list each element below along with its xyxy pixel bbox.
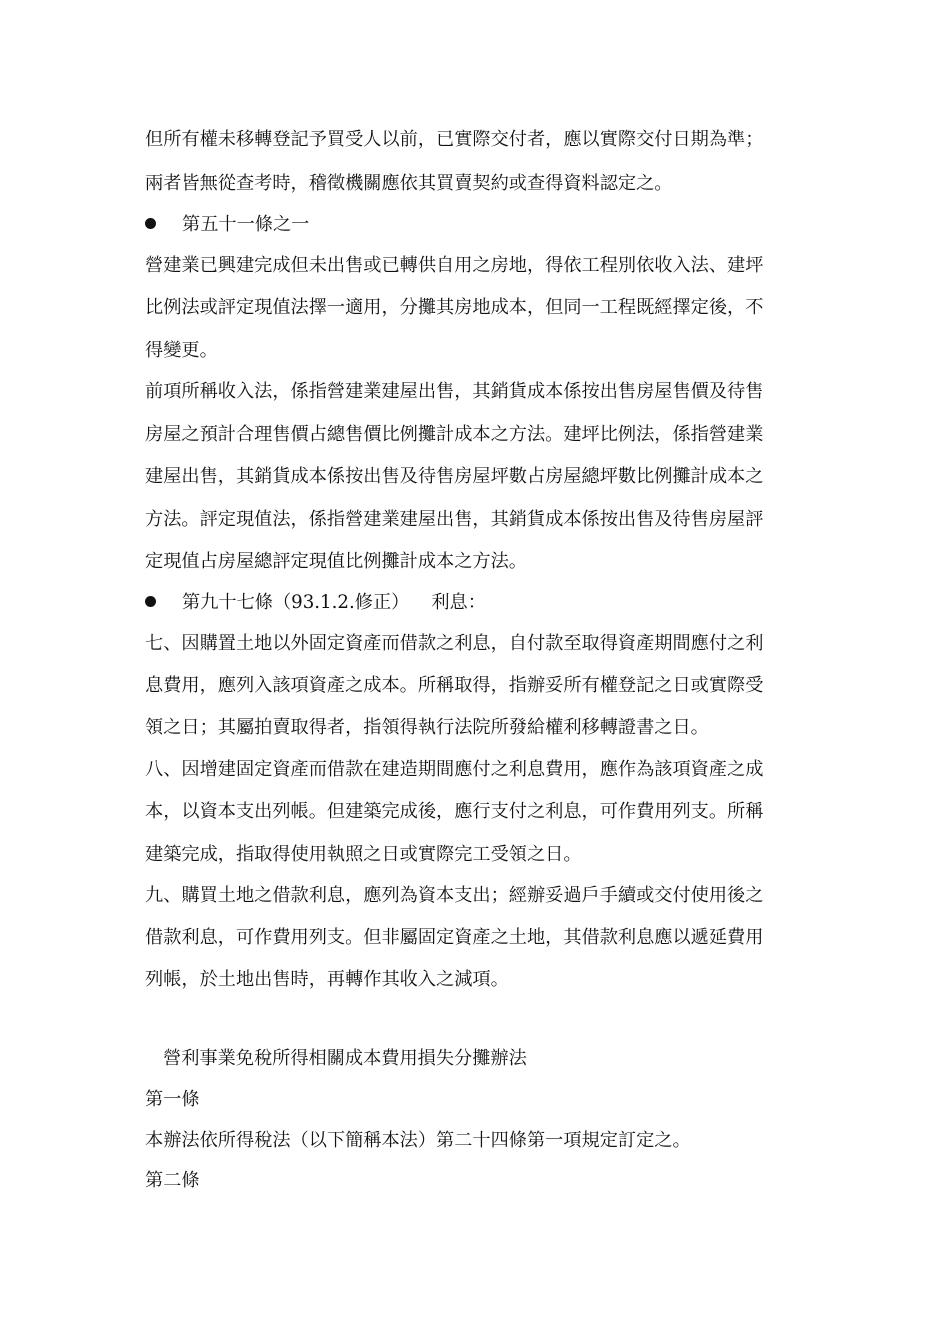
article-title: 第五十一條之一 xyxy=(182,214,310,235)
paragraph-line: 列帳，於土地出售時，再轉作其收入之減項。 xyxy=(145,969,509,990)
paragraph-line: 營建業已興建完成但未出售或已轉供自用之房地，得依工程別依收入法、建坪 xyxy=(145,255,764,276)
article-heading-51-1 xyxy=(145,213,309,237)
bullet-icon xyxy=(145,596,156,607)
paragraph-line: 九、購買土地之借款利息，應列為資本支出；經辦妥過戶手續或交付使用後之 xyxy=(145,885,764,906)
paragraph-line: 兩者皆無從查考時，稽徵機關應依其買賣契約或查得資料認定之。 xyxy=(145,173,673,194)
article-label: 第一條 xyxy=(145,1089,200,1110)
paragraph-line: 房屋之預計合理售價占總售價比例攤計成本之方法。建坪比例法，係指營建業 xyxy=(145,424,764,445)
paragraph-line: 本，以資本支出列帳。但建築完成後，應行支付之利息，可作費用列支。所稱 xyxy=(145,801,764,822)
article-label: 第二條 xyxy=(145,1170,200,1191)
regulation-title: 營利事業免稅所得相關成本費用損失分攤辦法 xyxy=(163,1048,527,1069)
paragraph-line: 八、因增建固定資產而借款在建造期間應付之利息費用，應作為該項資產之成 xyxy=(145,759,764,780)
paragraph-line: 本辦法依所得稅法（以下簡稱本法）第二十四條第一項規定訂定之。 xyxy=(145,1130,691,1151)
paragraph-line: 借款利息，可作費用列支。但非屬固定資產之土地，其借款利息應以遞延費用 xyxy=(145,927,764,948)
paragraph-line: 前項所稱收入法，係指營建業建屋出售，其銷貨成本係按出售房屋售價及待售 xyxy=(145,381,764,402)
paragraph-line: 領之日；其屬拍賣取得者，指領得執行法院所發給權利移轉證書之日。 xyxy=(145,717,709,738)
paragraph-line: 但所有權未移轉登記予買受人以前，已實際交付者，應以實際交付日期為準； xyxy=(145,129,764,150)
paragraph-line: 比例法或評定現值法擇一適用，分攤其房地成本，但同一工程既經擇定後，不 xyxy=(145,297,764,318)
paragraph-line: 息費用，應列入該項資產之成本。所稱取得，指辦妥所有權登記之日或實際受 xyxy=(145,675,764,696)
paragraph-line: 方法。評定現值法，係指營建業建屋出售，其銷貨成本係按出售及待售房屋評 xyxy=(145,509,764,530)
article-heading-97 xyxy=(145,591,486,615)
article-title: 第九十七條（93.1.2.修正） xyxy=(182,592,410,613)
paragraph-line: 建築完成，指取得使用執照之日或實際完工受領之日。 xyxy=(145,844,582,865)
bullet-icon xyxy=(145,218,156,229)
paragraph-line: 建屋出售，其銷貨成本係按出售及待售房屋坪數占房屋總坪數比例攤計成本之 xyxy=(145,466,764,487)
paragraph-line: 定現值占房屋總評定現值比例攤計成本之方法。 xyxy=(145,551,527,572)
article-subject: 利息： xyxy=(431,592,486,613)
paragraph-line: 七、因購置土地以外固定資產而借款之利息，自付款至取得資產期間應付之利 xyxy=(145,633,764,654)
paragraph-line: 得變更。 xyxy=(145,340,218,361)
